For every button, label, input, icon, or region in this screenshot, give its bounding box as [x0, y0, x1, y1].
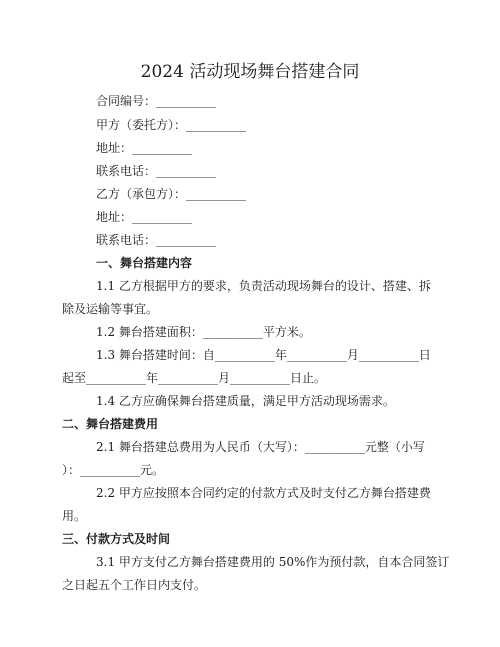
field-party-a-address: 地址：__________ [96, 141, 193, 155]
clause-line: 2.1 舞台搭建总费用为人民币（大写）：__________元整（小写 [96, 440, 425, 454]
clause-line: 1.3 舞台搭建时间：自__________年__________月__________日 [96, 348, 431, 362]
document-title: 2024 活动现场舞台搭建合同 [140, 62, 360, 82]
clause-line: 1.1 乙方根据甲方的要求，负责活动现场舞台的设计、搭建、拆 [96, 279, 431, 293]
field-party-a: 甲方（委托方）：__________ [96, 118, 247, 132]
field-party-a-phone: 联系电话：__________ [96, 164, 217, 178]
section-heading: 二、舞台搭建费用 [62, 417, 159, 431]
field-party-b-phone: 联系电话：__________ [96, 233, 217, 247]
section-heading: 三、付款方式及时间 [62, 532, 171, 546]
field-party-b: 乙方（承包方）：__________ [96, 187, 247, 201]
section-heading: 一、舞台搭建内容 [96, 256, 193, 270]
clause-line: 2.2 甲方应按照本合同约定的付款方式及时支付乙方舞台搭建费 [96, 486, 431, 500]
field-party-b-address: 地址：__________ [96, 210, 193, 224]
clause-line: 用。 [62, 509, 87, 523]
clause-line: 除及运输等事宜。 [62, 302, 159, 316]
clause-line: 起至__________年__________月__________日止。 [62, 371, 327, 385]
clause-line: ）：__________元。 [62, 463, 165, 477]
clause-line: 1.4 乙方应确保舞台搭建质量，满足甲方活动现场需求。 [96, 394, 395, 408]
clause-line: 3.1 甲方支付乙方舞台搭建费用的 50%作为预付款，自本合同签订 [96, 555, 450, 569]
clause-line: 1.2 舞台搭建面积：__________平方米。 [96, 325, 311, 339]
field-contract-number: 合同编号：__________ [96, 94, 217, 108]
clause-line: 之日起五个工作日内支付。 [62, 578, 207, 592]
